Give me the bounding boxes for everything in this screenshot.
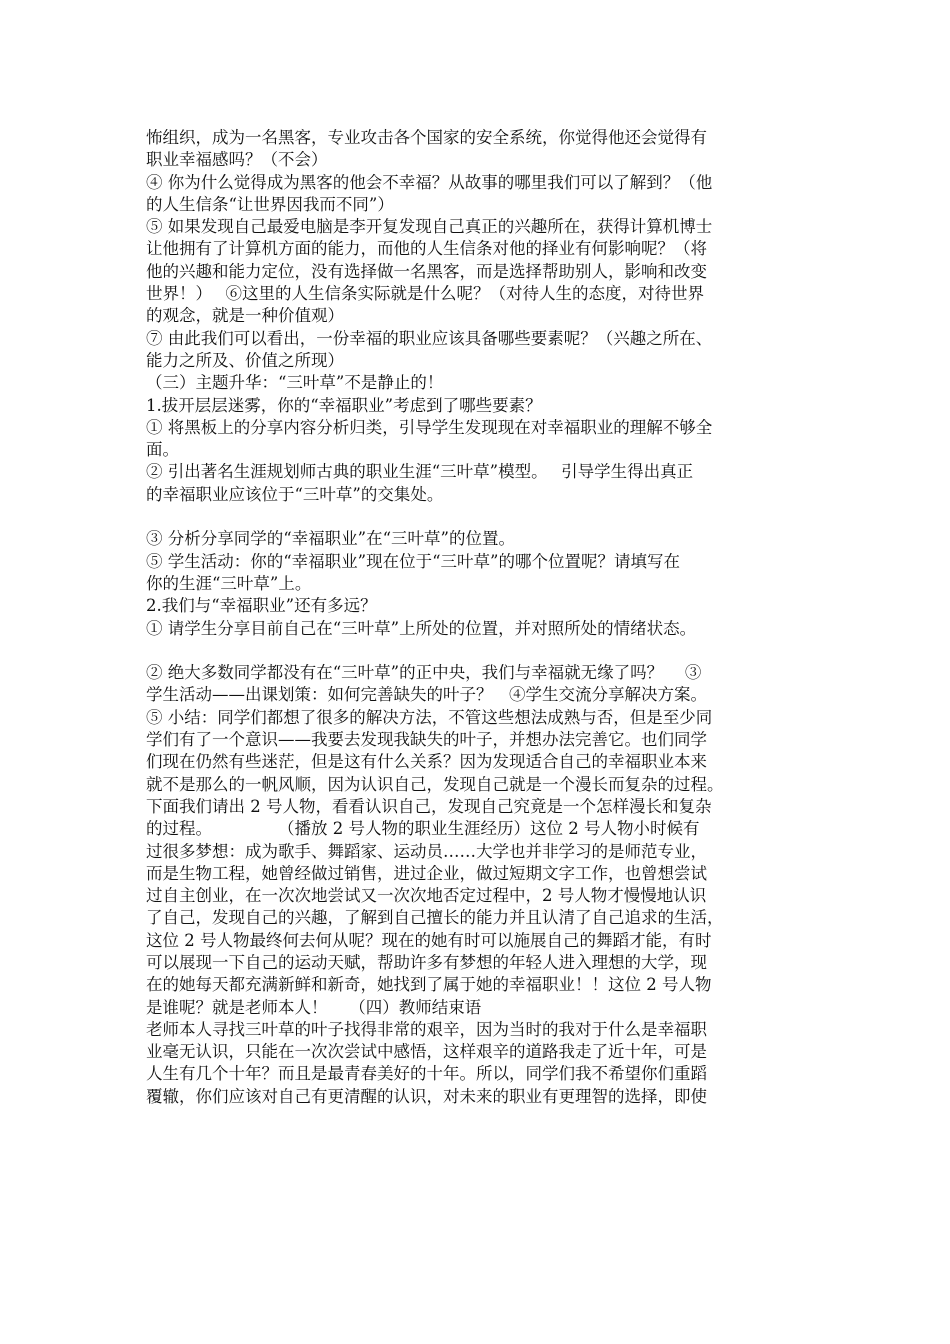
text-line: 让他拥有了计算机方面的能力，而他的人生信条对他的择业有何影响呢？（将 [146,239,707,259]
text-line: 业毫无认识，只能在一次次尝试中感悟，这样艰辛的道路我走了近十年，可是 [146,1042,707,1062]
text-line: 你的生涯“三叶草”上。 [146,573,312,593]
text-line: 的人生信条“让世界因我而不同”） [146,194,394,214]
text-line: ④ 你为什么觉得成为黑客的他会不幸福？从故事的哪里我们可以了解到？（他 [146,172,713,192]
text-line: 过自主创业，在一次次地尝试又一次次地否定过程中，2 号人物才慢慢地认识 [146,886,707,906]
text-line: ② 引出著名生涯规划师古典的职业生涯“三叶草”模型。 引导学生得出真正 [146,462,694,482]
text-line: 他的兴趣和能力定位，没有选择做一名黑客，而是选择帮助别人，影响和改变 [146,261,707,281]
text-line: 而是生物工程，她曾经做过销售，进过企业，做过短期文字工作，也曾想尝试 [146,863,707,883]
text-line: 是谁呢？就是老师本人！ （四）教师结束语 [146,997,482,1017]
text-line: 的观念，就是一种价值观） [146,306,344,326]
text-line: 就不是那么的一帆风顺，因为认识自己，发现自己就是一个漫长而复杂的过程。 [146,774,724,794]
text-line: ② 绝大多数同学都没有在“三叶草”的正中央，我们与幸福就无缘了吗？ ③ [146,663,702,683]
text-line: 覆辙，你们应该对自己有更清醒的认识，对未来的职业有更理智的选择，即使 [146,1086,707,1106]
text-line: 可以展现一下自己的运动天赋，帮助许多有梦想的年轻人进入理想的大学，现 [146,952,707,972]
text-line: ① 请学生分享目前自己在“三叶草”上所处的位置，并对照所处的情绪状态。 [146,618,697,638]
subsection-heading: 2.我们与“幸福职业”还有多远？ [146,596,377,616]
text-line: 们现在仍然有些迷茫，但是这有什么关系？因为发现适合自己的幸福职业本来 [146,752,707,772]
text-line: 在的她每天都充满新鲜和新奇，她找到了属于她的幸福职业！！这位 2 号人物 [146,975,712,995]
text-line: 能力之所及、价值之所现） [146,350,344,370]
text-line: ① 将黑板上的分享内容分析归类，引导学生发现现在对幸福职业的理解不够全 [146,417,713,437]
text-line: 职业幸福感吗？（不会） [146,150,328,170]
text-line: 怖组织，成为一名黑客，专业攻击各个国家的安全系统，你觉得他还会觉得有 [146,128,707,147]
text-line: 面。 [146,440,179,460]
text-line: 这位 2 号人物最终何去何从呢？现在的她有时可以施展自己的舞蹈才能，有时 [146,930,712,950]
blank-line [146,506,806,528]
text-line: 老师本人寻找三叶草的叶子找得非常的艰辛，因为当时的我对于什么是幸福职 [146,1019,707,1039]
text-line: ③ 分析分享同学的“幸福职业”在“三叶草”的位置。 [146,529,515,549]
text-line: 学们有了一个意识——我要去发现我缺失的叶子，并想办法完善它。也们同学 [146,730,707,750]
subsection-heading: 1.拔开层层迷雾，你的“幸福职业”考虑到了哪些要素？ [146,395,542,415]
text-line: ⑤ 小结：同学们都想了很多的解决方法，不管这些想法成熟与否，但是至少同 [146,707,713,727]
text-line: 学生活动——出课划策：如何完善缺失的叶子？ ④学生交流分享解决方案。 [146,685,707,705]
text-line: ⑤ 如果发现自己最爱电脑是李开复发现自己真正的兴趣所在，获得计算机博士 [146,217,713,237]
section-heading: （三）主题升华：“三叶草”不是静止的！ [146,373,444,393]
text-line: 下面我们请出 2 号人物，看看认识自己，发现自己究竟是一个怎样漫长和复杂 [146,796,712,816]
text-line: 的幸福职业应该位于“三叶草”的交集处。 [146,484,444,504]
text-line: 世界！） ⑥这里的人生信条实际就是什么呢？（对待人生的态度，对待世界 [146,284,704,304]
document-page [146,127,806,1108]
text-line: 了自己，发现自己的兴趣，了解到自己擅长的能力并且认清了自己追求的生活， [146,908,724,928]
blank-line [146,640,806,662]
text-line: ⑤ 学生活动：你的“幸福职业”现在位于“三叶草”的哪个位置呢？请填写在 [146,551,680,571]
text-line: 的过程。 （播放 2 号人物的职业生涯经历）这位 2 号人物小时候有 [146,819,700,839]
text-line: ⑦ 由此我们可以看出，一份幸福的职业应该具备哪些要素呢？（兴趣之所在、 [146,328,713,348]
text-line: 过很多梦想：成为歌手、舞蹈家、运动员……大学也并非学习的是师范专业， [146,841,707,861]
text-line: 人生有几个十年？而且是最青春美好的十年。所以，同学们我不希望你们重蹈 [146,1064,707,1084]
